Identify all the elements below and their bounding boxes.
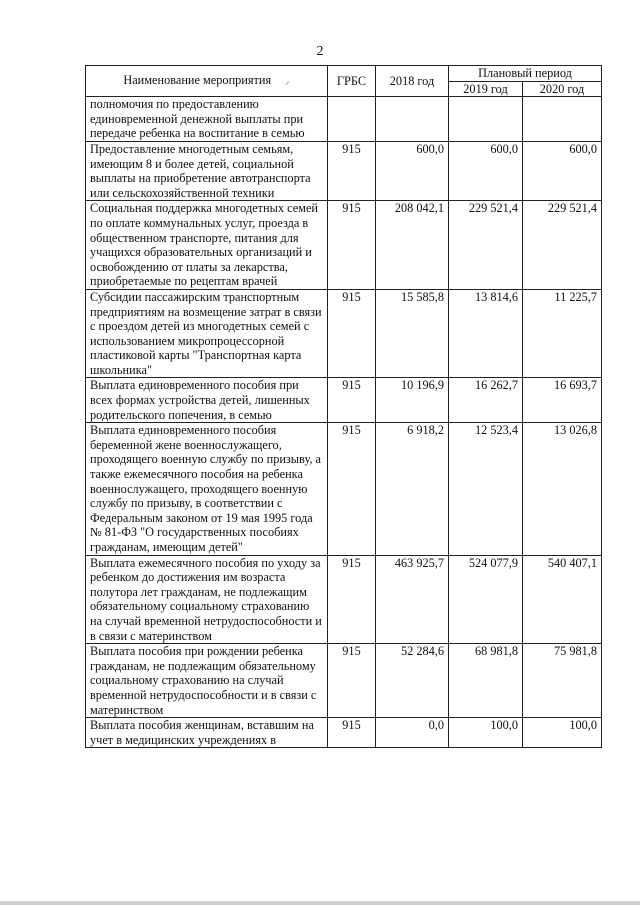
row-value-2020 [523,97,602,142]
row-grbs: 915 [328,378,376,423]
table-row [86,644,602,718]
row-grbs: 915 [328,718,376,748]
row-name: Субсидии пассажирским транспортным предприятиям на возмещение затрат в связи с проездом детей из многодетных семей с использованием микропроцессорной пластиковой карты "Транспортная карта школьника" [86,289,328,378]
header-year-plan-2: 2020 год [523,81,602,97]
row-value-2018: 0,0 [376,718,449,748]
row-value-2018: 6 918,2 [376,423,449,555]
row-value-2019: 524 077,9 [449,555,523,644]
header-planned-period: Плановый период [449,66,602,82]
row-name: Выплата ежемесячного пособия по уходу за ребенком до достижения им возраста полутора лет гражданам, не подлежащим обязательному социальному страхованию на случай временной нетрудоспособности и в связи с материнством [86,555,328,644]
row-value-2019: 12 523,4 [449,423,523,555]
header-name: Наименование мероприятия ⸝ [86,66,328,97]
row-value-2020: 13 026,8 [523,423,602,555]
row-value-2019: 229 521,4 [449,201,523,290]
row-name: Выплата пособия при рождении ребенка гражданам, не подлежащим обязательному социальному страхованию на случай временной нетрудоспособности и в связи с материнством [86,644,328,718]
row-value-2019: 13 814,6 [449,289,523,378]
row-value-2020: 600,0 [523,141,602,200]
pen-mark-icon: ⸝ [285,76,290,87]
row-value-2020: 75 981,8 [523,644,602,718]
header-year-plan-1: 2019 год [449,81,523,97]
row-value-2019: 16 262,7 [449,378,523,423]
row-value-2018: 15 585,8 [376,289,449,378]
row-value-2018: 600,0 [376,141,449,200]
table-row [86,378,602,423]
row-grbs [328,97,376,142]
row-grbs: 915 [328,141,376,200]
row-value-2018: 208 042,1 [376,201,449,290]
row-value-2020: 11 225,7 [523,289,602,378]
row-name: Выплата единовременного пособия беременной жене военнослужащего, проходящего военную службу по призыву, а также ежемесячного пособия на ребенка военнослужащего, проходящего военную службу по призыву, в соответствии с Федеральным законом от 19 мая 1995 года № 81-ФЗ "О государственных пособиях гражданам, имеющим детей" [86,423,328,555]
row-value-2018 [376,97,449,142]
row-name: Выплата единовременного пособия при всех формах устройства детей, лишенных родительского попечения, в семью [86,378,328,423]
scan-bottom-edge [0,901,640,905]
header-row-top [86,66,602,82]
row-grbs: 915 [328,201,376,290]
row-name: полномочия по предоставлению единовременной денежной выплаты при передаче ребенка на воспитание в семью [86,97,328,142]
row-value-2018: 463 925,7 [376,555,449,644]
row-value-2019: 600,0 [449,141,523,200]
row-grbs: 915 [328,289,376,378]
row-value-2019 [449,97,523,142]
row-value-2018: 10 196,9 [376,378,449,423]
row-grbs: 915 [328,555,376,644]
row-value-2020: 16 693,7 [523,378,602,423]
row-value-2020: 540 407,1 [523,555,602,644]
table-row [86,289,602,378]
row-name: Предоставление многодетным семьям, имеющим 8 и более детей, социальной выплаты на приобретение автотранспорта или сельскохозяйственной техники [86,141,328,200]
row-grbs: 915 [328,423,376,555]
row-value-2020: 229 521,4 [523,201,602,290]
row-value-2019: 68 981,8 [449,644,523,718]
header-grbs: ГРБС [328,66,376,97]
row-value-2020: 100,0 [523,718,602,748]
row-value-2018: 52 284,6 [376,644,449,718]
table-row [86,201,602,290]
table-row [86,718,602,748]
budget-table [85,65,602,748]
row-grbs: 915 [328,644,376,718]
row-value-2019: 100,0 [449,718,523,748]
table-row [86,423,602,555]
table-row [86,97,602,142]
table-row [86,555,602,644]
row-name: Выплата пособия женщинам, вставшим на учет в медицинских учреждениях в [86,718,328,748]
header-year-current: 2018 год [376,66,449,97]
page-number: 2 [316,44,324,59]
table-row [86,141,602,200]
row-name: Социальная поддержка многодетных семей по оплате коммунальных услуг, проезда в общественном транспорте, питания для учащихся образовательных организаций и освобождению от платы за лекарства, приобретаемые по рецептам врачей [86,201,328,290]
